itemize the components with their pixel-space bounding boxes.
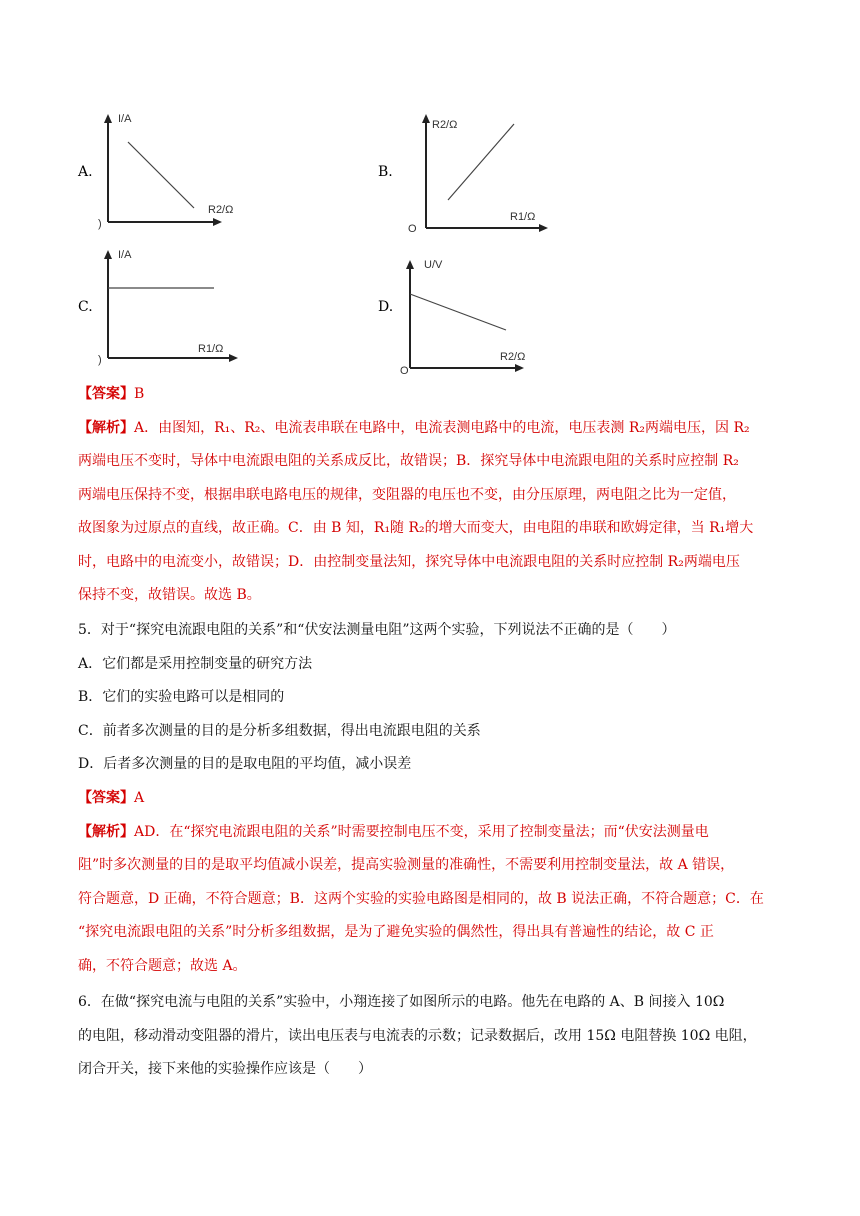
graph-b-ylabel: R2/Ω [432, 119, 458, 131]
q5-option-d: D．后者多次测量的目的是取电阻的平均值，减小误差 [78, 756, 412, 772]
q4-analysis-line-1: 【解析】A．由图知，R₁、R₂、电流表串联在电路中，电流表测电路中的电流，电压表测 R₂两端电压，因 R₂ [78, 420, 750, 436]
option-c-letter: C. [78, 299, 93, 315]
q4-analysis-line-6: 保持不变，故错误。故选 B。 [78, 587, 261, 603]
q5-analysis-line-3: 符合题意，D 正确，不符合题意；B．这两个实验的实验电路图是相同的，故 B 说法正确，不符合题意；C．在 [78, 891, 764, 907]
q4-analysis-line-2: 两端电压不变时，导体中电流跟电阻的关系成反比，故错误；B．探究导体中电流跟电阻的关系时应控制 R₂ [78, 453, 739, 469]
q5-option-a: A．它们都是采用控制变量的研究方法 [78, 656, 313, 672]
q5-option-c: C．前者多次测量的目的是分析多组数据，得出电流跟电阻的关系 [78, 723, 481, 739]
graph-option-a [98, 110, 258, 230]
graph-a-ylabel: I/A [118, 113, 132, 125]
q5-analysis-line-2: 阻”时多次测量的目的是取平均值减小误差，提高实验测量的准确性，不需要利用控制变量法，故 A 错误， [78, 857, 735, 873]
graph-c-origin: ) [98, 354, 102, 366]
q5-option-b: B．它们的实验电路可以是相同的 [78, 689, 285, 705]
option-b-letter: B. [378, 164, 393, 180]
q4-answer: 【答案】B [78, 386, 145, 402]
graph-a-origin: ) [98, 218, 102, 230]
graph-b-origin: O [408, 223, 417, 232]
option-d-letter: D. [378, 299, 394, 315]
q6-stem-line-3: 闭合开关，接下来他的实验操作应该是（ ） [78, 1061, 372, 1077]
q6-stem-line-1: 6．在做“探究电流与电阻的关系”实验中，小翔连接了如图所示的电路。他先在电路的 A、B 间接入 10Ω [78, 994, 725, 1010]
q5-analysis-line-1: 【解析】AD．在“探究电流跟电阻的关系”时需要控制电压不变，采用了控制变量法；而“伏安法测量电 [78, 824, 709, 840]
q5-stem: 5．对于“探究电流跟电阻的关系”和“伏安法测量电阻”这两个实验，下列说法不正确的是（ ） [78, 622, 676, 638]
q5-analysis-line-4: “探究电流跟电阻的关系”时分析多组数据，是为了避免实验的偶然性，得出具有普遍性的结论，故 C 正 [78, 924, 714, 940]
graph-option-c [98, 246, 248, 366]
graph-option-b [402, 108, 552, 232]
q4-analysis-line-3: 两端电压保持不变，根据串联电路电压的规律，变阻器的电压也不变，由分压原理，两电阻之比为一定值， [78, 487, 736, 503]
q4-analysis-line-4: 故图象为过原点的直线，故正确。C．由 B 知，R₁随 R₂的增大而变大，由电阻的串联和欧姆定律，当 R₁增大 [78, 520, 754, 536]
q5-answer: 【答案】A [78, 790, 145, 806]
graph-a-xlabel: R2/Ω [208, 204, 234, 216]
graph-c-xlabel: R1/Ω [198, 343, 224, 355]
graph-option-d [398, 252, 534, 376]
graph-d-xlabel: R2/Ω [500, 351, 526, 363]
q4-analysis-line-5: 时，电路中的电流变小，故错误；D．由控制变量法知，探究导体中电流跟电阻的关系时应控制 R₂两端电压 [78, 554, 740, 570]
graph-d-ylabel: U/V [424, 259, 443, 271]
graph-c-ylabel: I/A [118, 249, 132, 261]
graph-d-origin: O [400, 365, 409, 376]
option-a-letter: A. [78, 164, 93, 180]
q5-analysis-line-5: 确，不符合题意；故选 A。 [78, 958, 247, 974]
q6-stem-line-2: 的电阻，移动滑动变阻器的滑片，读出电压表与电流表的示数；记录数据后，改用 15Ω 电阻替换 10Ω 电阻， [78, 1028, 757, 1044]
graph-b-xlabel: R1/Ω [510, 211, 536, 223]
